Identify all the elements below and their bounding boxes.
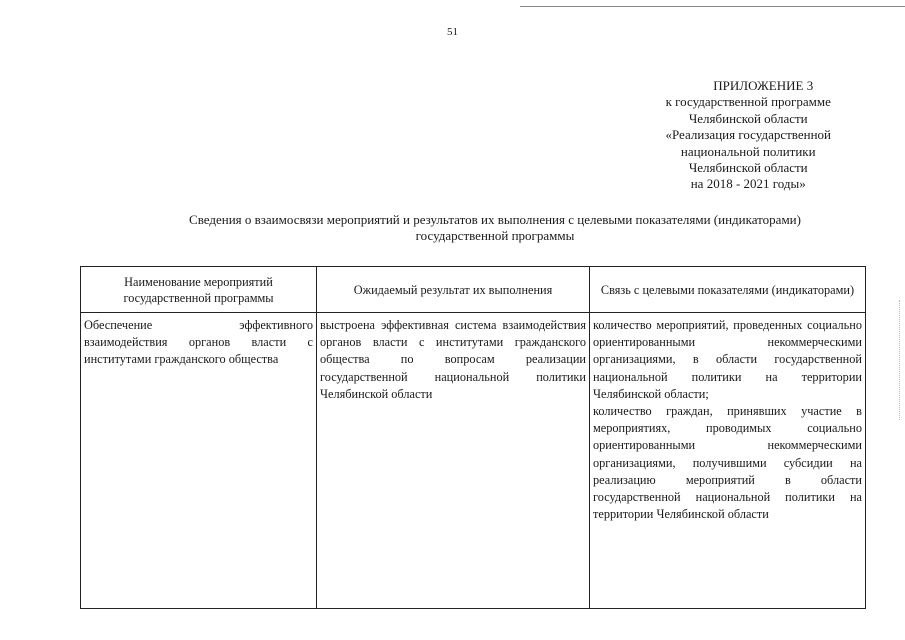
document-title	[80, 212, 905, 244]
appendix-line: Челябинской области	[688, 110, 808, 126]
appendix-line: национальной политики	[680, 143, 816, 159]
indicator-item: количество мероприятий, проведенных социально ориентированными некоммерческими организациями, в области государственной национальной политики на территории Челябинской области;	[593, 318, 862, 401]
cell-activity: Обеспечение эффективного взаимодействия органов власти с институтами гражданского общества	[81, 313, 317, 609]
appendix-line: Челябинской области	[688, 160, 808, 176]
scan-top-rule	[520, 6, 905, 7]
header-result: Ожидаемый результат их выполнения	[317, 267, 590, 313]
cell-indicators	[590, 313, 866, 609]
document-title-line: Сведения о взаимосвязи мероприятий и результатов их выполнения с целевыми показателями (индикаторами)	[189, 212, 801, 227]
appendix-line: на 2018 - 2021 годы»	[690, 176, 806, 192]
appendix-block	[665, 78, 831, 193]
document-title-line: государственной программы	[415, 228, 575, 243]
header-activity: Наименование мероприятий государственной программы	[81, 267, 317, 313]
scan-edge-mark	[899, 300, 902, 420]
appendix-heading: ПРИЛОЖЕНИЕ 3	[713, 78, 814, 93]
appendix-line: к государственной программе	[665, 94, 831, 110]
cell-result: выстроена эффективная система взаимодействия органов власти с институтами гражданского общества по вопросам реализации государственной национальной политики Челябинской области	[317, 313, 590, 609]
indicator-item: количество граждан, принявших участие в мероприятиях, проводимых социально ориентированными некоммерческими организациями, получившими субсидии на реализацию мероприятий в области государственной национальной политики на территории Челябинской области	[593, 404, 862, 522]
table-header-row	[81, 267, 866, 313]
page-number: 51	[447, 26, 458, 38]
table-row	[81, 313, 866, 609]
appendix-line: «Реализация государственной	[665, 127, 831, 143]
header-indicators: Связь с целевыми показателями (индикаторами)	[590, 267, 866, 313]
linkage-table	[80, 266, 866, 609]
